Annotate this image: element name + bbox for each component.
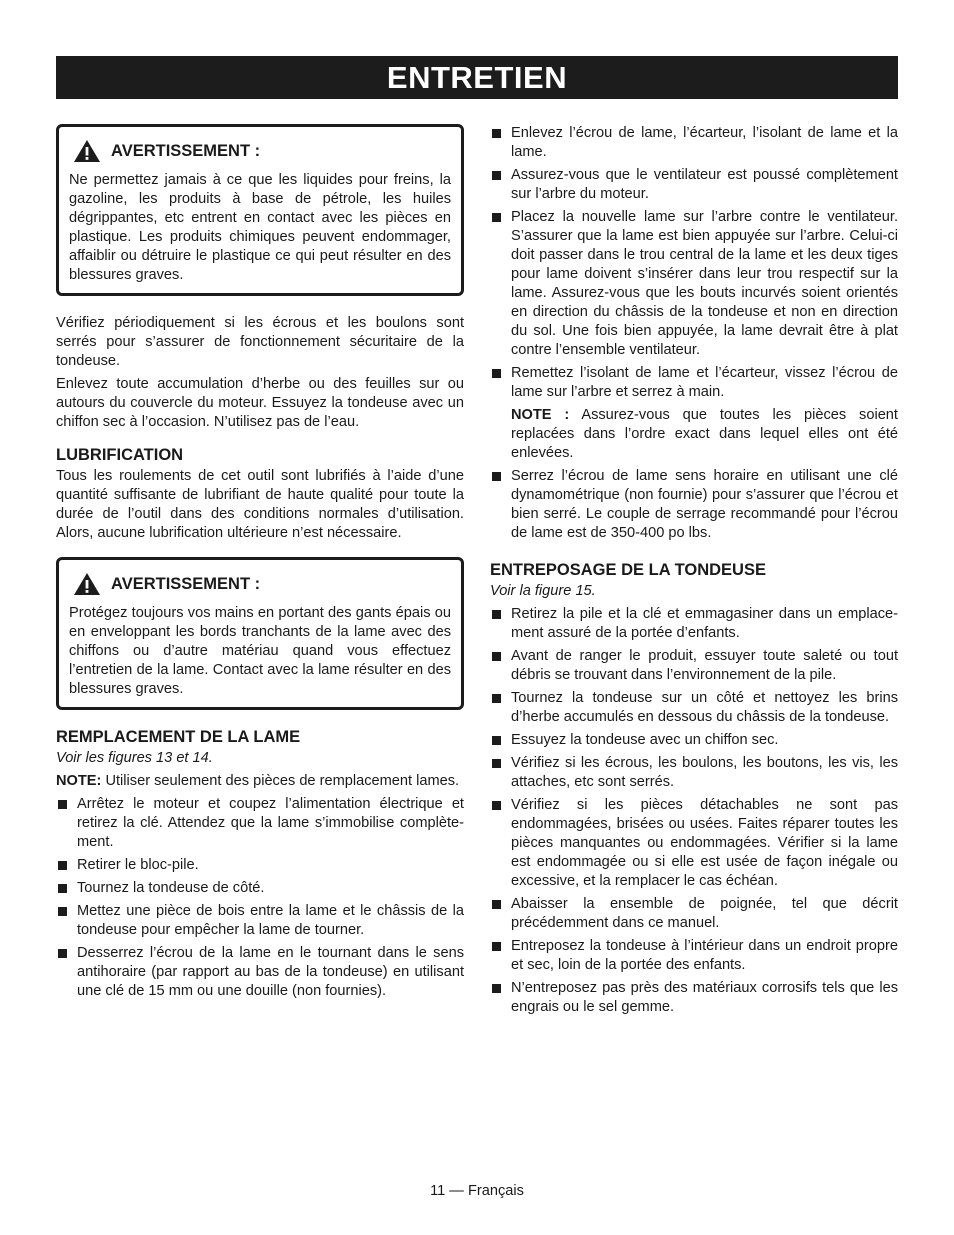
list-item: Retirez la pile et la clé et emmagasiner dans un emplace-ment assuré de la portée d’enfants.: [490, 605, 898, 643]
warning-box-blade: [56, 557, 464, 710]
list-item: Retirer le bloc-pile.: [56, 856, 464, 875]
square-bullet-icon: [492, 369, 501, 378]
square-bullet-icon: [492, 129, 501, 138]
warning-box-chemicals: [56, 124, 464, 296]
figure-reference: Voir la figure 15.: [490, 583, 596, 599]
note-text: Assurez-vous que toutes les pièces soient replacées dans l’ordre exact dans lequel elles ont été enlevées.: [511, 407, 898, 461]
note: [490, 406, 898, 463]
blade-removal-list: [56, 795, 464, 1001]
figure-reference: Voir les figures 13 et 14.: [56, 750, 213, 766]
square-bullet-icon: [492, 213, 501, 222]
square-bullet-icon: [492, 472, 501, 481]
list-item: Avant de ranger le produit, essuyer toute saleté ou tout débris se trouvant dans l’environnement de la pile.: [490, 647, 898, 685]
left-column: [56, 124, 464, 1005]
warning-text: Protégez toujours vos mains en portant des gants épais ou en enveloppant les bords tranchants de la lame avec des chiffons ou d’autre matériau quand vous effectuez l’entretien de la lame. Contact avec la lame résulter en des blessures graves.: [69, 605, 451, 697]
list-item: Enlevez l’écrou de lame, l’écarteur, l’isolant de lame et la lame.: [490, 124, 898, 162]
warning-header: [69, 139, 451, 163]
note-label: NOTE :: [511, 407, 570, 423]
paragraph-lubrification: Tous les roulements de cet outil sont lubrifiés à l’aide d’une quantité suffisante de lubrifiant de haute qualité pour toute la durée de l’outil dans des conditions normales d’utilisation. Alors, aucune lubrification ultérieure n’est nécessaire.: [56, 468, 464, 541]
storage-list: [490, 605, 898, 1017]
note-text: Utiliser seulement des pièces de remplacement lames.: [101, 773, 460, 789]
square-bullet-icon: [58, 800, 67, 809]
square-bullet-icon: [58, 949, 67, 958]
square-bullet-icon: [492, 759, 501, 768]
square-bullet-icon: [58, 884, 67, 893]
list-item: Serrez l’écrou de lame sens horaire en utilisant une clé dynamométrique (non fournie) pour s’assurer que l’écrou et bien serré. Le couple de serrage recommandé pour l’écrou de lame est de 350-400 po lbs.: [490, 467, 898, 543]
square-bullet-icon: [492, 652, 501, 661]
square-bullet-icon: [492, 984, 501, 993]
square-bullet-icon: [492, 694, 501, 703]
warning-text: Ne permettez jamais à ce que les liquides pour freins, la gazoline, les produits à base de pétrole, les huiles dégrippantes, etc entrent en contact avec les pièces en plastique. Les produits chimiques peuvent endommager, affaiblir ou détruire le plastique ce qui peut résulter en des blessures graves.: [69, 172, 451, 283]
list-item: Assurez-vous que le ventilateur est poussé complètement sur l’arbre du moteur.: [490, 166, 898, 204]
page-title: ENTRETIEN: [386, 59, 568, 95]
square-bullet-icon: [492, 900, 501, 909]
page-number: 11 — Français: [430, 1183, 524, 1199]
blade-torque-list: [490, 467, 898, 543]
right-column: [490, 124, 898, 1021]
list-item: Remettez l’isolant de lame et l’écarteur, vissez l’écrou de lame sur l’arbre et serrez à main.: [490, 364, 898, 402]
list-item: Desserrez l’écrou de la lame en le tournant dans le sens antihoraire (par rapport au bas de la tondeuse) en utilisant une clé de 15 mm ou une douille (non fournies).: [56, 944, 464, 1001]
warning-title: AVERTISSEMENT :: [111, 141, 261, 160]
list-item: Essuyez la tondeuse avec un chiffon sec.: [490, 731, 898, 750]
list-item: N’entreposez pas près des matériaux corrosifs tels que les engrais ou le sel gemme.: [490, 979, 898, 1017]
square-bullet-icon: [492, 942, 501, 951]
warning-triangle-icon: [73, 139, 101, 163]
square-bullet-icon: [492, 171, 501, 180]
note-label: NOTE:: [56, 773, 102, 789]
heading-entreposage: ENTREPOSAGE DE LA TONDEUSE: [490, 561, 766, 579]
warning-triangle-icon: [73, 572, 101, 596]
list-item: Tournez la tondeuse sur un côté et nettoyez les brins d’herbe accumulés en dessous du châssis de la tondeuse.: [490, 689, 898, 727]
heading-remplacement: REMPLACEMENT DE LA LAME: [56, 728, 301, 746]
list-item: Tournez la tondeuse de côté.: [56, 879, 464, 898]
note: [56, 772, 464, 791]
page-footer: [0, 1183, 954, 1199]
warning-title: AVERTISSEMENT :: [111, 574, 261, 593]
blade-install-list: [490, 124, 898, 402]
list-item: Mettez une pièce de bois entre la lame et le châssis de la tondeuse pour empêcher la lame de tourner.: [56, 902, 464, 940]
heading-lubrification: LUBRIFICATION: [56, 446, 184, 464]
page-title-banner: [56, 56, 898, 99]
paragraph-clean-grass: Enlevez toute accumulation d’herbe ou des feuilles sur ou autours du couvercle du moteur. Essuyez la tondeuse avec un chiffon sec à l’occasion. N’utilisez pas de l’eau.: [56, 376, 464, 430]
square-bullet-icon: [58, 861, 67, 870]
paragraph-check-bolts: Vérifiez périodiquement si les écrous et les boulons sont serrés pour s’assurer de fonctionnement sécuritaire de la tondeuse.: [56, 315, 464, 369]
square-bullet-icon: [58, 907, 67, 916]
square-bullet-icon: [492, 610, 501, 619]
warning-header: [69, 572, 451, 596]
list-item: Arrêtez le moteur et coupez l’alimentation électrique et retirez la clé. Attendez que la lame s’immobilise complète-ment.: [56, 795, 464, 852]
square-bullet-icon: [492, 736, 501, 745]
square-bullet-icon: [492, 801, 501, 810]
list-item: Vérifiez si les écrous, les boulons, les boutons, les vis, les attaches, etc sont serrés.: [490, 754, 898, 792]
list-item: Placez la nouvelle lame sur l’arbre contre le ventilateur. S’assurer que la lame est bien appuyée sur l’arbre. Celui-ci doit passer dans le trou central de la lame et les deux tiges pour lame doivent s’insérer dans leur trou respectif sur la lame. Assurez-vous que les bouts incurvés soient orientés en direction du châssis de la tondeuse et non en direction du sol. Une fois bien appuyée, la lame devrait être à plat contre l’ensemble ventilateur.: [490, 208, 898, 360]
list-item: Entreposez la tondeuse à l’intérieur dans un endroit propre et sec, loin de la portée des enfants.: [490, 937, 898, 975]
list-item: Abaisser la ensemble de poignée, tel que décrit précédemment dans ce manuel.: [490, 895, 898, 933]
list-item: Vérifiez si les pièces détachables ne sont pas endommagées, brisées ou usées. Faites réparer toutes les pièces manquantes ou endommagées. Vérifier si la lame est endommagée ou si elle est usée de façon inégale ou excessive, et la remplacer le cas échéan.: [490, 796, 898, 891]
